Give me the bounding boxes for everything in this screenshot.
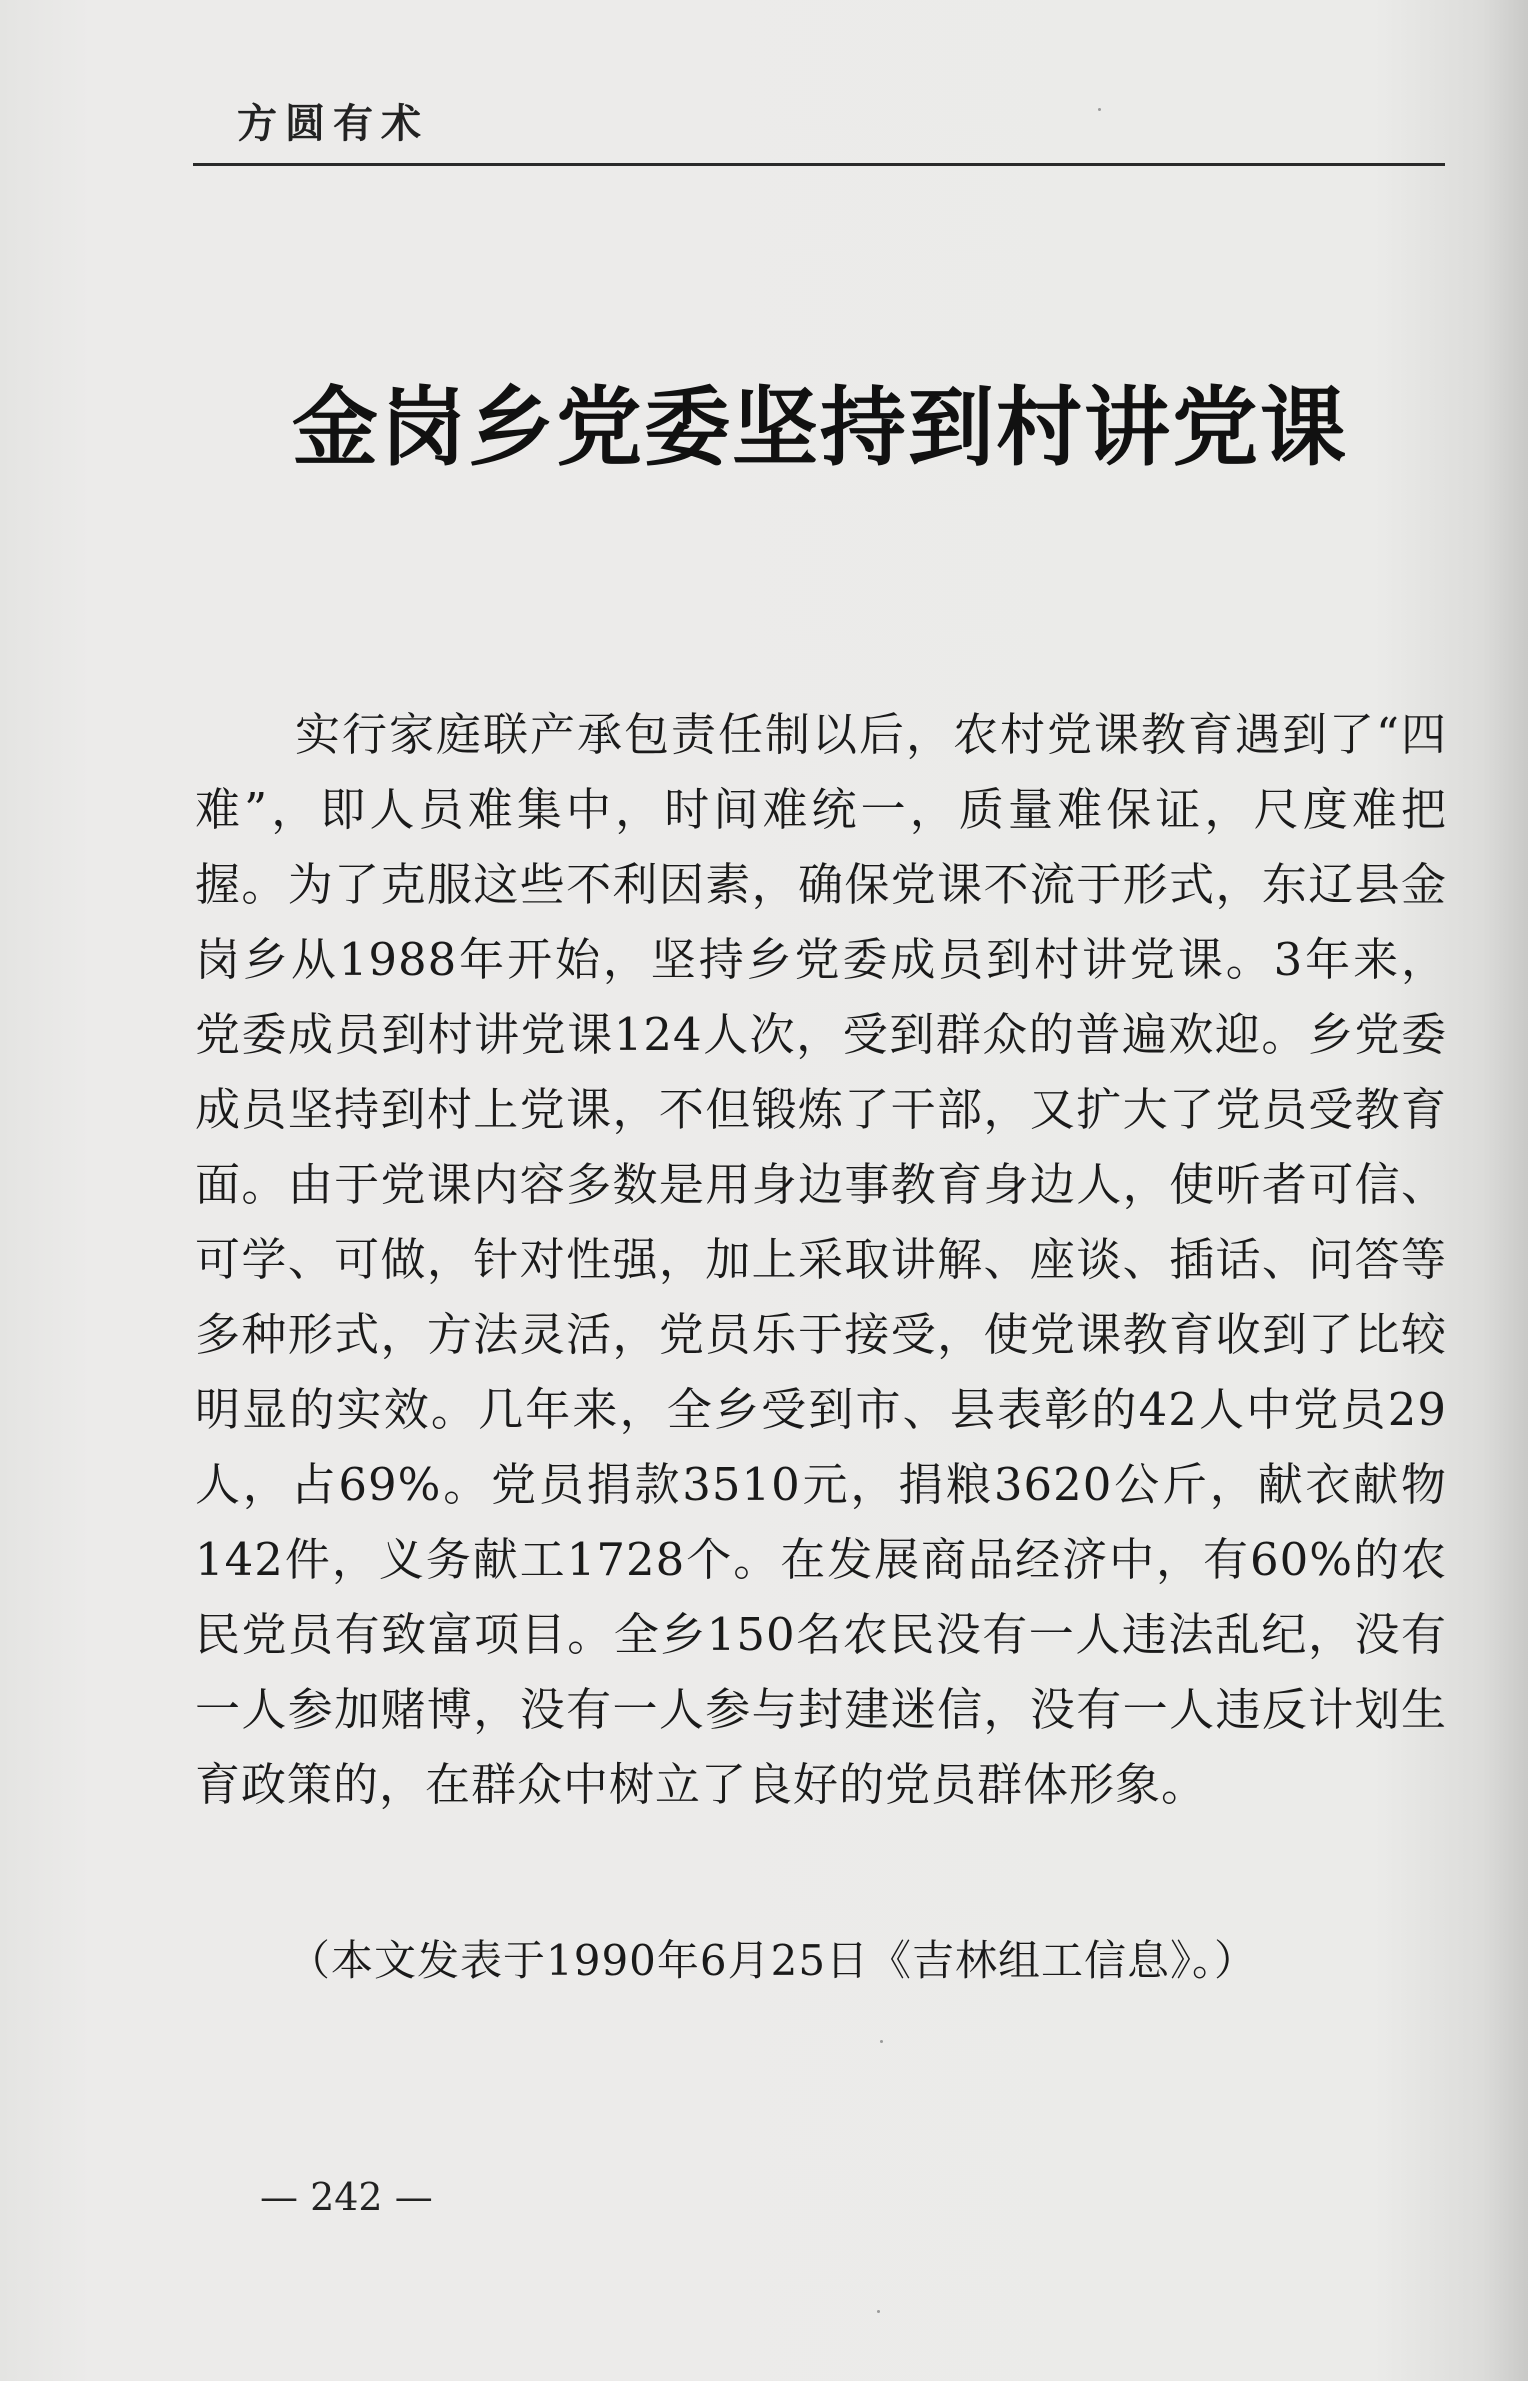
- print-speck: [880, 2040, 883, 2043]
- print-speck: [1098, 108, 1101, 111]
- article-title: 金岗乡党委坚持到村讲党课: [292, 378, 1348, 478]
- article-body: 实行家庭联产承包责任制以后，农村党课教育遇到了“四难”，即人员难集中，时间难统一，质量难保证，尺度难把握。为了克服这些不利因素，确保党课不流于形式，东辽县金岗乡从1988年开始，坚持乡党委成员到村讲党课。3年来，党委成员到村讲党课124人次，受到群众的普遍欢迎。乡党委成员坚持到村上党课，不但锻炼了干部，又扩大了党员受教育面。由于党课内容多数是用身边事教育身边人，使听者可信、可学、可做，针对性强，加上采取讲解、座谈、插话、问答等多种形式，方法灵活，党员乐于接受，使党课教育收到了比较明显的实效。几年来，全乡受到市、县表彰的42人中党员29人，占69%。党员捐款3510元，捐粮3620公斤，献衣献物142件，义务献工1728个。在发展商品经济中，有60%的农民党员有致富项目。全乡150名农民没有一人违法乱纪，没有一人参加赌博，没有一人参与封建迷信，没有一人违反计划生育政策的，在群众中树立了良好的党员群体形象。: [195, 708, 1447, 1811]
- print-speck: [877, 2310, 880, 2313]
- header-divider: [193, 163, 1445, 166]
- page-number: — 242 —: [260, 2175, 433, 2219]
- section-header: 方圆有术: [237, 101, 429, 147]
- article-citation: （本文发表于1990年6月25日《吉林组工信息》。）: [288, 1936, 1258, 1985]
